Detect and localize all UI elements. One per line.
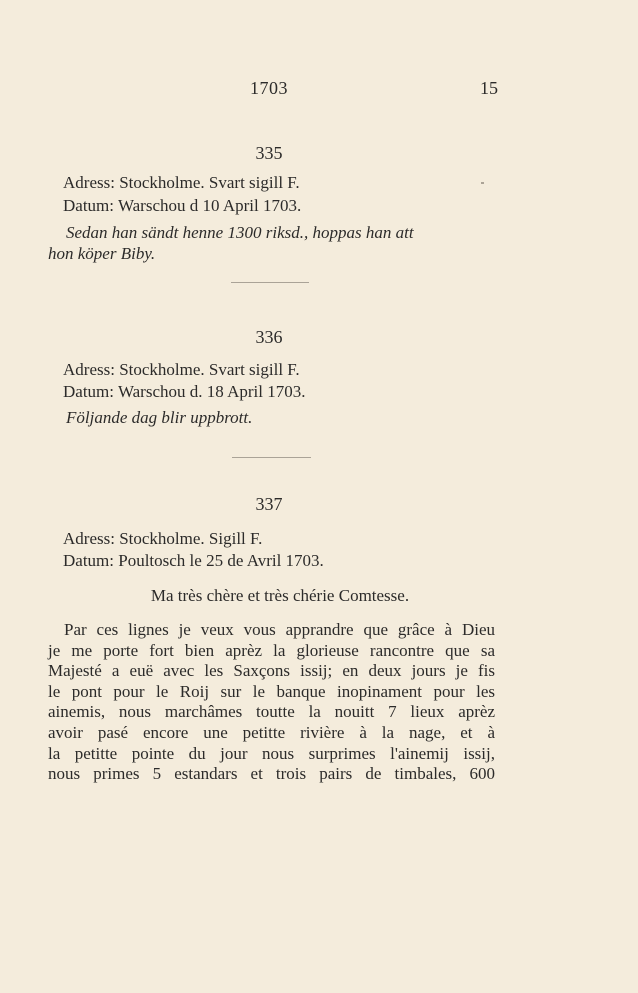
datum-line (63, 382, 503, 402)
datum-line (63, 551, 503, 571)
adress-value: Stockholme. Sigill F. (119, 529, 263, 548)
letter-number: 337 (255, 494, 283, 514)
body-line: Majesté a euë avec les Saxçons issij; en deux jours je fis (48, 661, 495, 681)
datum-value: Warschou d. 18 April 1703. (117, 382, 306, 401)
datum-value: Poultosch le 25 de Avril 1703. (118, 551, 324, 570)
letter-note-line: Följande dag blir uppbrott. (66, 408, 253, 427)
adress-label: Adress: (63, 173, 115, 192)
adress-value: Stockholme. Svart sigill F. (119, 173, 300, 192)
letter-note-line: Sedan han sändt henne 1300 riksd., hoppas han att (66, 223, 414, 242)
adress-label: Adress: (63, 360, 115, 379)
body-line: Par ces lignes je veux vous apprandre que grâce à Dieu (64, 620, 495, 639)
letter-number: 335 (255, 143, 283, 163)
body-line: je me porte fort bien aprèz la glorieuse rancontre que sa (48, 640, 495, 660)
body-line: la petitte pointe du jour nous surprimes l'ainemij issij, (48, 743, 495, 763)
adress-label: Adress: (63, 529, 115, 548)
running-header-year: 1703 (250, 78, 288, 98)
adress-line (63, 360, 503, 380)
letter-salutation: Ma très chère et très chérie Comtesse. (150, 586, 410, 605)
datum-label: Datum: (63, 382, 114, 401)
letter-body (48, 620, 495, 785)
stray-mark (481, 182, 484, 184)
datum-line (63, 196, 503, 216)
adress-line (63, 529, 503, 549)
body-line: ainemis, nous marchâmes toutte la nouitt 7 lieux aprèz (48, 702, 495, 722)
adress-value: Stockholme. Svart sigill F. (119, 360, 300, 379)
datum-label: Datum: (63, 196, 114, 215)
section-divider (232, 457, 311, 458)
adress-line (63, 173, 503, 193)
letter-note-line: hon köper Biby. (48, 244, 156, 263)
datum-label: Datum: (63, 551, 114, 570)
body-line: avoir pasé encore une petitte rivière à la nage, et à (48, 722, 495, 742)
section-divider (231, 282, 309, 283)
page-number: 15 (480, 78, 498, 98)
body-line: le pont pour le Roij sur le banque inopinament pour les (48, 681, 495, 701)
body-line: nous primes 5 estandars et trois pairs de timbales, 600 (48, 764, 495, 784)
datum-value: Warschou d 10 April 1703. (117, 196, 302, 215)
letter-number: 336 (255, 327, 283, 347)
